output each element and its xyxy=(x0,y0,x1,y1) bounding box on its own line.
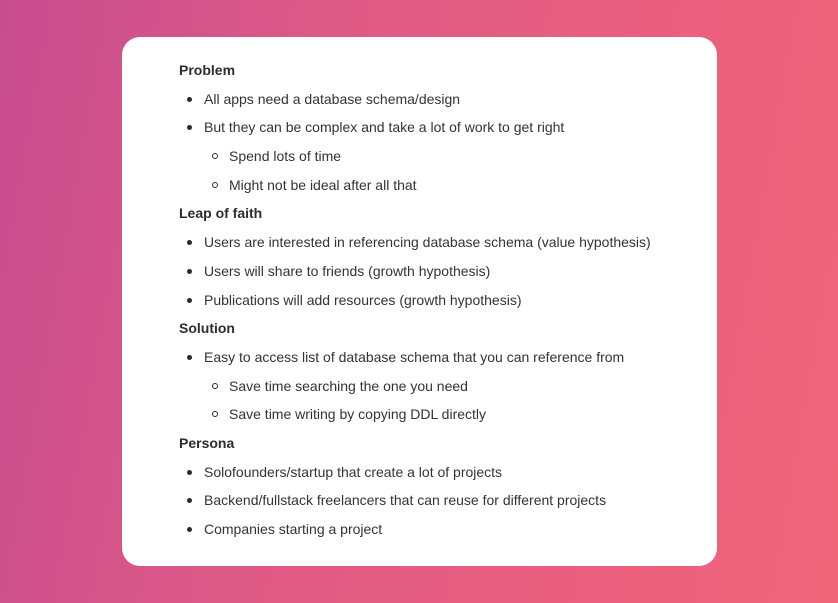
section-title-problem: Problem xyxy=(179,62,236,78)
bullet-icon xyxy=(187,240,192,245)
bullet-icon xyxy=(187,125,192,130)
sub-list-item-text: Spend lots of time xyxy=(229,148,342,165)
list-item xyxy=(179,348,697,377)
list-item xyxy=(179,291,697,320)
list-item xyxy=(179,233,697,262)
sub-list-item xyxy=(179,176,697,205)
notes-content xyxy=(179,61,697,549)
list-item-text: Users are interested in referencing database schema (value hypothesis) xyxy=(204,234,651,251)
bullet-icon xyxy=(187,355,192,360)
list-item xyxy=(179,491,697,520)
list-item-text: All apps need a database schema/design xyxy=(204,90,461,107)
list-item-text: But they can be complex and take a lot of work to get right xyxy=(204,119,565,136)
list-item xyxy=(179,90,697,119)
list-item xyxy=(179,118,697,147)
hollow-bullet-icon xyxy=(212,383,218,389)
bullet-icon xyxy=(187,498,192,503)
section-title-leap-of-faith: Leap of faith xyxy=(179,205,263,222)
sub-list-item xyxy=(179,405,697,434)
bullet-icon xyxy=(187,470,192,475)
bullet-icon xyxy=(187,298,192,303)
list-item-text: Easy to access list of database schema that you can reference from xyxy=(204,348,625,365)
sub-list-item xyxy=(179,147,697,176)
list-item xyxy=(179,463,697,492)
content-card xyxy=(122,37,717,566)
bullet-icon xyxy=(187,97,192,102)
list-item xyxy=(179,520,697,549)
section-title-persona: Persona xyxy=(179,434,235,451)
list-item-text: Users will share to friends (growth hypothesis) xyxy=(204,262,491,279)
list-item-text: Companies starting a project xyxy=(204,521,383,537)
sub-list-item-text: Save time searching the one you need xyxy=(229,377,468,394)
bullet-icon xyxy=(187,527,192,532)
hollow-bullet-icon xyxy=(212,411,218,417)
sub-list-item xyxy=(179,377,697,406)
list-item xyxy=(179,262,697,291)
sub-list-item-text: Save time writing by copying DDL directly xyxy=(229,406,487,423)
hollow-bullet-icon xyxy=(212,153,218,159)
bullet-icon xyxy=(187,269,192,274)
list-item-text: Publications will add resources (growth hypothesis) xyxy=(204,291,522,308)
hollow-bullet-icon xyxy=(212,182,218,188)
list-item-text: Solofounders/startup that create a lot of projects xyxy=(204,463,503,480)
section-title-solution: Solution xyxy=(179,320,235,337)
list-item-text: Backend/fullstack freelancers that can reuse for different projects xyxy=(204,492,607,509)
sub-list-item-text: Might not be ideal after all that xyxy=(229,176,417,193)
